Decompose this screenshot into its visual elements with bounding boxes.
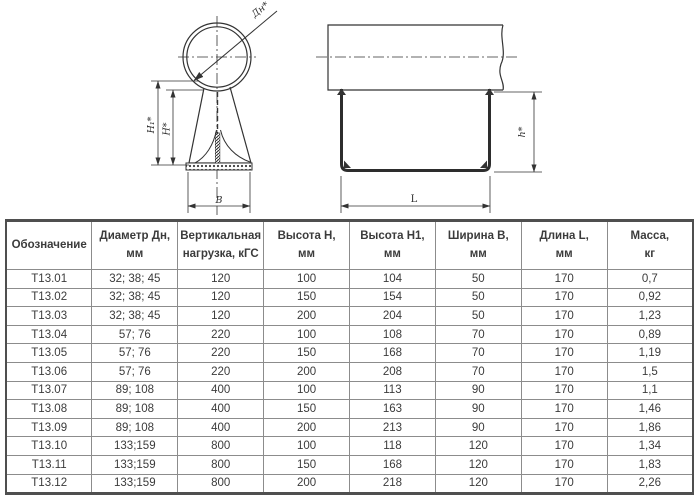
technical-drawing bbox=[0, 0, 700, 218]
table-cell: 120 bbox=[178, 288, 264, 307]
table-cell: 150 bbox=[264, 400, 350, 419]
table-cell: 400 bbox=[178, 400, 264, 419]
table-cell: 170 bbox=[521, 418, 607, 437]
table-cell: 120 bbox=[435, 474, 521, 494]
table-cell: 170 bbox=[521, 288, 607, 307]
table-row bbox=[6, 474, 693, 494]
table-cell: 800 bbox=[178, 437, 264, 456]
table-cell: Т13.05 bbox=[6, 344, 92, 363]
table-cell: 170 bbox=[521, 381, 607, 400]
table-cell: 50 bbox=[435, 288, 521, 307]
spec-table-header bbox=[6, 221, 693, 270]
table-cell: 120 bbox=[178, 307, 264, 326]
table-cell: 200 bbox=[264, 362, 350, 381]
table-cell: 2,26 bbox=[607, 474, 693, 494]
table-cell: 1,1 bbox=[607, 381, 693, 400]
table-cell: 400 bbox=[178, 418, 264, 437]
table-cell: 200 bbox=[264, 418, 350, 437]
table-cell: 0,89 bbox=[607, 325, 693, 344]
table-cell: 70 bbox=[435, 344, 521, 363]
table-cell: 150 bbox=[264, 344, 350, 363]
table-cell: 1,23 bbox=[607, 307, 693, 326]
table-cell: 90 bbox=[435, 418, 521, 437]
table-cell: 150 bbox=[264, 288, 350, 307]
table-cell: 133;159 bbox=[92, 455, 178, 474]
table-cell: Т13.07 bbox=[6, 381, 92, 400]
table-cell: Т13.10 bbox=[6, 437, 92, 456]
table-cell: 100 bbox=[264, 270, 350, 289]
table-cell: Т13.06 bbox=[6, 362, 92, 381]
table-row bbox=[6, 288, 693, 307]
table-cell: 104 bbox=[350, 270, 436, 289]
table-cell: 32; 38; 45 bbox=[92, 288, 178, 307]
table-cell: 200 bbox=[264, 474, 350, 494]
table-cell: Т13.11 bbox=[6, 455, 92, 474]
table-cell: 120 bbox=[178, 270, 264, 289]
table-cell: Т13.02 bbox=[6, 288, 92, 307]
table-cell: 170 bbox=[521, 325, 607, 344]
table-cell: 120 bbox=[435, 437, 521, 456]
table-row bbox=[6, 344, 693, 363]
table-cell: 1,46 bbox=[607, 400, 693, 419]
table-cell: 90 bbox=[435, 381, 521, 400]
table-cell: 50 bbox=[435, 270, 521, 289]
table-cell: 800 bbox=[178, 455, 264, 474]
table-cell: 90 bbox=[435, 400, 521, 419]
spec-table bbox=[5, 219, 694, 495]
table-cell: 200 bbox=[264, 307, 350, 326]
table-cell: 32; 38; 45 bbox=[92, 307, 178, 326]
table-row bbox=[6, 381, 693, 400]
table-row bbox=[6, 418, 693, 437]
table-cell: 1,83 bbox=[607, 455, 693, 474]
table-cell: 170 bbox=[521, 270, 607, 289]
table-cell: 100 bbox=[264, 437, 350, 456]
table-cell: 0,7 bbox=[607, 270, 693, 289]
front-view bbox=[151, 11, 277, 215]
table-cell: Т13.09 bbox=[6, 418, 92, 437]
table-cell: 1,34 bbox=[607, 437, 693, 456]
table-cell: 120 bbox=[435, 455, 521, 474]
table-cell: 170 bbox=[521, 344, 607, 363]
table-cell: 50 bbox=[435, 307, 521, 326]
table-cell: 89; 108 bbox=[92, 418, 178, 437]
dimension-h1 bbox=[151, 81, 199, 165]
table-cell: Т13.01 bbox=[6, 270, 92, 289]
table-cell: 89; 108 bbox=[92, 400, 178, 419]
table-cell: 57; 76 bbox=[92, 325, 178, 344]
column-header: Вертикальная нагрузка, кГС bbox=[178, 221, 264, 270]
table-cell: 400 bbox=[178, 381, 264, 400]
table-cell: 204 bbox=[350, 307, 436, 326]
table-cell: 170 bbox=[521, 474, 607, 494]
table-cell: 0,92 bbox=[607, 288, 693, 307]
centerlines-front bbox=[178, 16, 256, 215]
weld-marks bbox=[337, 89, 494, 169]
table-cell: 1,19 bbox=[607, 344, 693, 363]
table-row bbox=[6, 400, 693, 419]
table-row bbox=[6, 362, 693, 381]
table-cell: Т13.04 bbox=[6, 325, 92, 344]
table-row bbox=[6, 455, 693, 474]
table-cell: 220 bbox=[178, 362, 264, 381]
table-row bbox=[6, 270, 693, 289]
table-cell: 89; 108 bbox=[92, 381, 178, 400]
table-cell: 150 bbox=[264, 455, 350, 474]
table-cell: 163 bbox=[350, 400, 436, 419]
column-header: Обозначение bbox=[6, 221, 92, 270]
table-cell: Т13.12 bbox=[6, 474, 92, 494]
table-cell: 800 bbox=[178, 474, 264, 494]
column-header: Высота Н, мм bbox=[264, 221, 350, 270]
width-b-label: В bbox=[215, 195, 223, 206]
table-row bbox=[6, 307, 693, 326]
table-cell: 170 bbox=[521, 362, 607, 381]
height-h1-label: Н₁* bbox=[146, 116, 157, 134]
table-cell: Т13.08 bbox=[6, 400, 92, 419]
table-cell: 118 bbox=[350, 437, 436, 456]
weld-bead bbox=[215, 133, 220, 163]
table-cell: 168 bbox=[350, 344, 436, 363]
table-cell: 220 bbox=[178, 325, 264, 344]
table-cell: 170 bbox=[521, 455, 607, 474]
table-cell: 70 bbox=[435, 362, 521, 381]
table-cell: 32; 38; 45 bbox=[92, 270, 178, 289]
gusset-curve bbox=[195, 130, 250, 163]
base-plate bbox=[186, 163, 252, 170]
column-header: Масса, кг bbox=[607, 221, 693, 270]
table-cell: 213 bbox=[350, 418, 436, 437]
table-cell: 168 bbox=[350, 455, 436, 474]
table-cell: 57; 76 bbox=[92, 344, 178, 363]
table-cell: Т13.03 bbox=[6, 307, 92, 326]
bracket-height-label: h* bbox=[517, 126, 528, 138]
side-view bbox=[316, 25, 542, 213]
table-cell: 170 bbox=[521, 437, 607, 456]
table-cell: 220 bbox=[178, 344, 264, 363]
table-cell: 208 bbox=[350, 362, 436, 381]
table-cell: 1,86 bbox=[607, 418, 693, 437]
column-header: Высота Н1, мм bbox=[350, 221, 436, 270]
height-h-label: Н* bbox=[161, 122, 173, 136]
table-cell: 100 bbox=[264, 381, 350, 400]
table-cell: 113 bbox=[350, 381, 436, 400]
pipe-side-outline bbox=[328, 25, 503, 90]
dimension-b bbox=[188, 172, 250, 213]
table-cell: 218 bbox=[350, 474, 436, 494]
table-cell: 108 bbox=[350, 325, 436, 344]
header-row bbox=[6, 221, 693, 270]
column-header: Длина L, мм bbox=[521, 221, 607, 270]
table-cell: 133;159 bbox=[92, 474, 178, 494]
table-row bbox=[6, 437, 693, 456]
table-row bbox=[6, 325, 693, 344]
diameter-label: Дн* bbox=[249, 0, 272, 21]
table-cell: 170 bbox=[521, 307, 607, 326]
length-l-label: L bbox=[410, 194, 418, 205]
dimension-labels bbox=[146, 0, 528, 206]
column-header: Ширина В, мм bbox=[435, 221, 521, 270]
table-cell: 100 bbox=[264, 325, 350, 344]
table-cell: 1,5 bbox=[607, 362, 693, 381]
spec-table-body bbox=[6, 270, 693, 494]
table-cell: 57; 76 bbox=[92, 362, 178, 381]
diameter-leader-line bbox=[194, 11, 277, 81]
table-cell: 70 bbox=[435, 325, 521, 344]
table-cell: 154 bbox=[350, 288, 436, 307]
table-cell: 133;159 bbox=[92, 437, 178, 456]
table-cell: 170 bbox=[521, 400, 607, 419]
u-bracket bbox=[342, 89, 490, 171]
column-header: Диаметр Дн, мм bbox=[92, 221, 178, 270]
